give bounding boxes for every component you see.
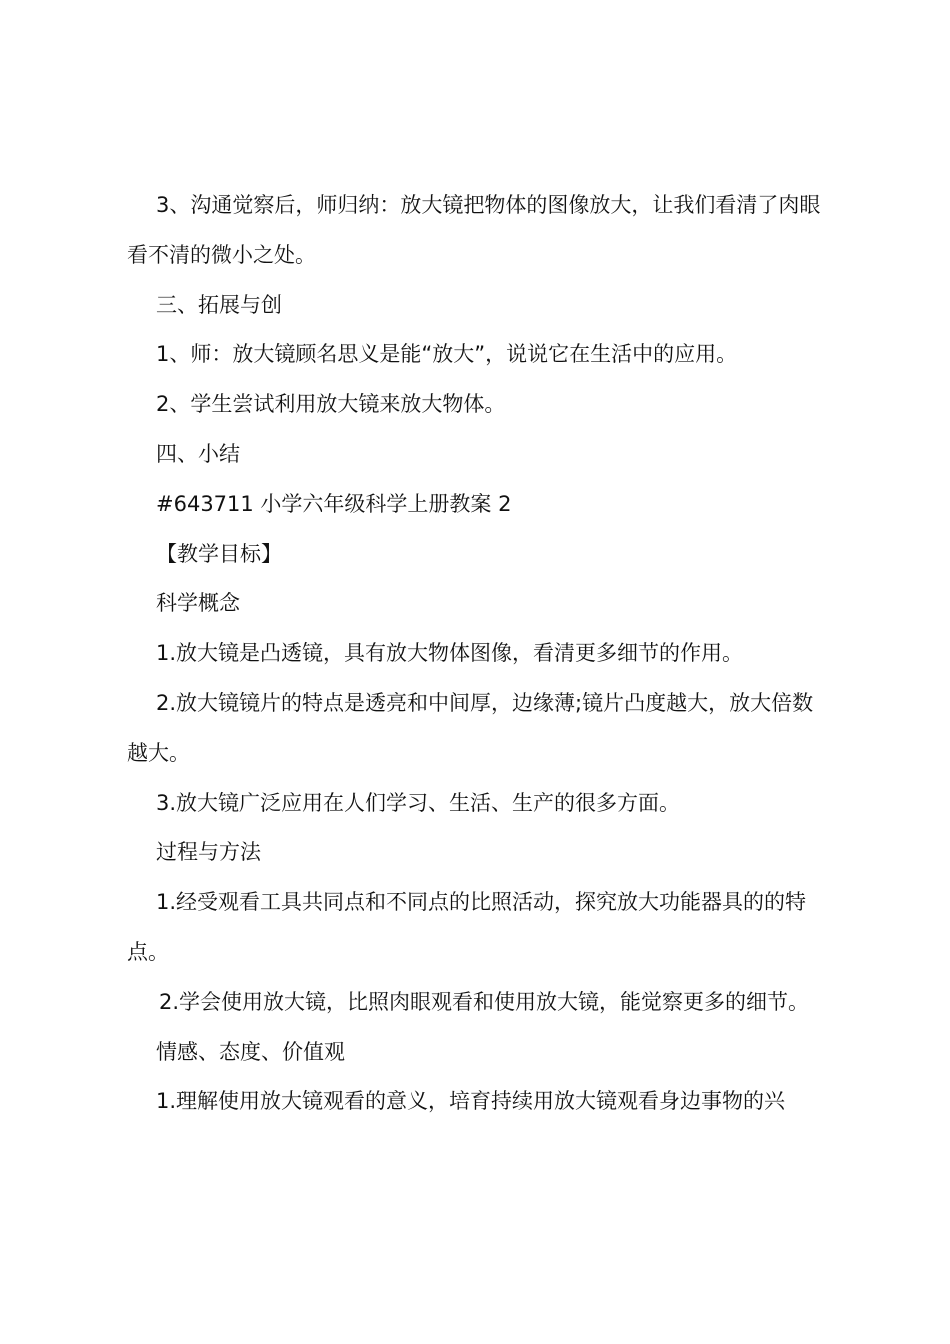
document-title: #643711 小学六年级科学上册教案 2	[156, 491, 512, 516]
subsection-heading: 科学概念	[156, 591, 240, 616]
paragraph: 3、沟通觉察后，师归纳：放大镜把物体的图像放大，让我们看清了肉眼看不清的微小之处。	[127, 193, 821, 267]
paragraph: 1.经受观看工具共同点和不同点的比照活动，探究放大功能器具的的特点。	[127, 890, 807, 964]
section-heading: 【教学目标】	[156, 541, 282, 566]
section-heading: 三、拓展与创	[156, 292, 282, 317]
section-heading: 四、小结	[156, 441, 240, 466]
paragraph: 3.放大镜广泛应用在人们学习、生活、生产的很多方面。	[156, 790, 681, 815]
paragraph: 2、学生尝试利用放大镜来放大物体。	[156, 392, 506, 417]
paragraph: 1.理解使用放大镜观看的意义，培育持续用放大镜观看身边事物的兴	[156, 1089, 786, 1114]
subsection-heading: 过程与方法	[156, 840, 261, 865]
paragraph: 1.放大镜是凸透镜，具有放大物体图像，看清更多细节的作用。	[156, 641, 744, 666]
subsection-heading: 情感、态度、价值观	[156, 1039, 345, 1064]
paragraph: 1、师：放大镜顾名思义是能“放大”，说说它在生活中的应用。	[156, 342, 738, 367]
document-body	[127, 181, 833, 1127]
paragraph: 2.放大镜镜片的特点是透亮和中间厚，边缘薄;镜片凸度越大，放大倍数越大。	[127, 690, 814, 765]
paragraph: 2.学会使用放大镜，比照肉眼观看和使用放大镜，能觉察更多的细节。	[159, 989, 810, 1014]
